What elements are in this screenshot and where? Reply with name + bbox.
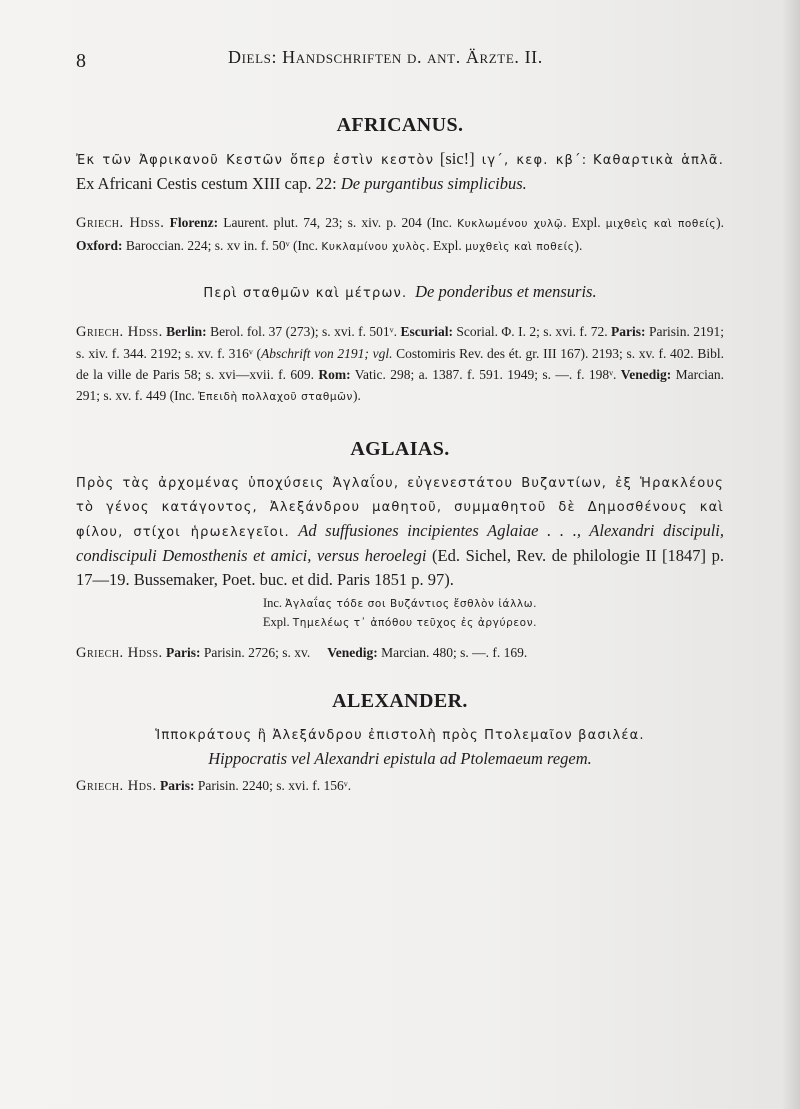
section-heading-africanus: AFRICANUS. [336,114,464,136]
africanus-title-greek-2: ιγ΄, κεφ. κβ΄: [474,153,588,168]
africanus-sic: [sic!] [439,149,475,168]
aglaias-title-latin: Ad suffusiones incipientes Aglaiae . . ., Alexandri discipuli, condiscipuli Demosthenis et amici, versus heroelegi [76,521,724,565]
aglaias-incipit [76,594,724,613]
venedig-text: Marcian. 480; s. —. f. 169. [377,645,528,660]
ponderibus-title [76,280,724,305]
spacer [76,258,724,280]
africanus-title [76,147,724,196]
paris-text-2: Costomiris Rev. des ét. gr. III 167). 2193; s. xv. f. 402. Bibl. de la ville de Paris 58; s. xvi—xvii. f. 609. [76,346,724,382]
alexander-title-greek [76,723,724,747]
location-paris: Paris: [611,324,646,339]
paris-text: Parisin. 2191; s. xiv. f. 344. 2192; s. xv. f. 316ᵛ ( [76,324,725,361]
oxford-incipit: Κυκλαμίνου χυλὸς [321,241,427,253]
alexander-manuscripts [76,775,724,797]
florenz-text-2: . Expl. [563,215,606,230]
africanus-title-greek: Ἐκ τῶν Ἀφρικανοῦ Κεστῶν ὅπερ ἐστὶν κεστὸν [76,153,435,168]
oxford-text: Baroccian. 224; s. xv in. f. 50ᵛ (Inc. [122,238,322,253]
florenz-text-3: ). [716,215,725,230]
location-oxford: Oxford: [76,238,123,253]
location-berlin: Berlin: [166,324,207,339]
africanus-manuscripts [76,212,724,258]
berlin-text: Berol. fol. 37 (273); s. xvi. f. 501ᵛ. [206,324,398,339]
aglaias-edition-note: (Ed. Sichel, Rev. de philologie II [1847] p. 17—19. Bussemaker, Poet. buc. et did. Paris 1851 p. 97). [76,546,724,589]
location-escurial: Escurial: [400,324,453,339]
location-venedig: Venedig: [620,367,672,382]
mss-label: Griech. Hds. [76,778,157,794]
explicit-text: Τημελέως τ᾽ ἀπόθου τεῦχος ἐς ἀργύρεον. [292,617,538,629]
section-heading-alexander: ALEXANDER. [332,690,468,712]
section-heading-aglaias: AGLAIAS. [350,438,450,460]
venedig-incipit: Ἐπειδὴ πολλαχοῦ σταθμῶν [198,391,353,403]
inc-label: Inc. [262,596,286,610]
mss-label: Griech. Hdss. [76,645,163,661]
venedig-text-2: ). [353,388,361,403]
paris-abschrift: Abschrift von 2191; vgl. [261,346,393,361]
paris-text: Parisin. 2240; s. xvi. f. 156ᵛ. [194,778,352,793]
location-paris: Paris: [166,645,201,660]
running-head [76,40,724,74]
oxford-text-3: ). [574,238,583,253]
ponderibus-title-greek: Περὶ σταθμῶν καὶ μέτρων. [203,286,408,301]
mss-label: Griech. Hdss. [76,215,165,231]
florenz-explicit: μιχθεὶς καὶ ποθείς [605,218,717,230]
location-rom: Rom: [318,367,351,382]
page-content [76,40,724,797]
incipit-text: Ἀγλαΐας τόδε σοι Βυζάντιος ἔσθλὸν ἰάλλω. [285,598,538,610]
mss-label: Griech. Hdss. [76,324,163,340]
alexander-greek: Ἱπποκράτους ἢ Ἀλεξάνδρου ἐπιστολὴ πρὸς Πτολεμαῖον βασιλέα. [155,728,645,743]
paris-text: Parisin. 2726; s. xv. [200,645,311,660]
location-florenz: Florenz: [169,215,219,230]
alexander-latin: Hippocratis vel Alexandri epistula ad Ptolemaeum regem. [208,749,592,768]
florenz-text: Laurent. plut. 74, 23; s. xiv. p. 204 (Inc. [218,215,458,230]
expl-label: Expl. [262,615,293,629]
venedig-text: Marcian. 291; s. xv. f. 449 (Inc. [76,367,725,403]
oxford-text-2: . Expl. [426,238,466,253]
africanus-title-latin-italic: De purgantibus simplicibus. [340,174,527,193]
escurial-text: Scorial. Φ. I. 2; s. xvi. f. 72. [452,324,608,339]
africanus-title-latin: Ex Africani Cestis cestum XIII cap. 22: [76,174,341,193]
running-title: Diels: Handschriften d. ant. Ärzte. II. [228,47,543,67]
ponderibus-title-latin: De ponderibus et mensuris. [415,282,597,301]
aglaias-manuscripts [76,642,724,664]
page-edge-shadow [782,0,800,1109]
aglaias-title [76,471,724,592]
aglaias-title-greek: Πρὸς τὰς ἀρχομένας ὑποχύσεις Ἀγλαΐου, εὐγενεστάτου Βυζαντίων, ἐξ Ἡρακλέους τὸ γένος κατάγοντος, Ἀλεξάνδρου μαθητοῦ, συμμαθητοῦ δὲ Δημοσθένους καὶ φίλου, στίχοι ἡρωελεγεῖοι. [76,476,724,540]
location-venedig: Venedig: [327,645,378,660]
alexander-title-latin [76,747,724,771]
page-number: 8 [76,50,86,72]
aglaias-explicit [76,613,724,632]
location-paris: Paris: [159,778,195,793]
africanus-title-greek-3: Καθαρτικὰ ἁπλᾶ. [593,153,725,168]
rom-text: Vatic. 298; a. 1387. f. 591. 1949; s. —. f. 198ᵛ. [350,367,617,382]
oxford-explicit: μυχθεὶς καὶ ποθείς [465,241,575,253]
florenz-incipit: Κυκλωμένου χυλῷ [457,218,564,230]
ponderibus-manuscripts [76,321,724,408]
